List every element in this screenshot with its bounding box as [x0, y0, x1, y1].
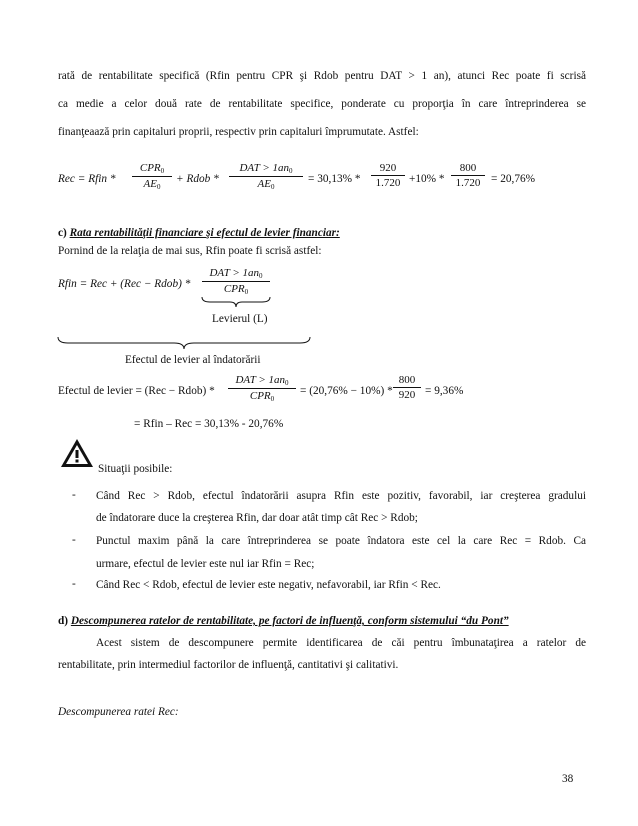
- section-d-para-line2: rentabilitate, prin intermediul factorilor de influenţă, cantitativi şi calitativi.: [58, 659, 399, 671]
- levier-brace: [200, 296, 272, 308]
- eq1-fraction-800: $\frac{800}{1.720}$: [451, 162, 485, 189]
- eq1-mid2: +10% *: [409, 173, 445, 185]
- bullet2-line1: Punctul maxim până la care întreprinderea se poate îndatora este cel la care Rec = Rdob. Ca: [96, 535, 586, 547]
- eq2-fraction: DAT > $1an_0$ $CPR_0$: [202, 267, 270, 296]
- eq3-line2: = Rfin – Rec = 30,13% - 20,76%: [134, 418, 284, 430]
- bullet-dash-3: -: [72, 578, 76, 590]
- eq1-mid: = 30,13% *: [308, 173, 361, 185]
- eq2-lhs: Rfin = Rec + (Rec − Rdob) *: [58, 278, 191, 290]
- section-d-para-line1: Acest sistem de descompunere permite identificarea de căi pentru îmbunataţirea a ratelor de: [96, 637, 586, 649]
- eq1-rhs: = 20,76%: [491, 173, 536, 185]
- bullet1-line2: de îndatorare duce la creşterea Rfin, dar doar atât timp cât Rec > Rdob;: [96, 512, 418, 524]
- levier-label: Levierul (L): [212, 313, 268, 325]
- bullet-dash-2: -: [72, 534, 76, 546]
- efect-label: Efectul de levier al îndatorării: [125, 354, 261, 366]
- bullet2-line2: urmare, efectul de levier este nul iar Rfin = Rec;: [96, 558, 315, 570]
- eq1-fraction-920: $\frac{920}{1.720}$: [371, 162, 405, 189]
- eq1-fraction-cpr-ae: $CPR_0$ $AE_0$: [132, 162, 172, 191]
- eq3-fraction-dat-cpr: DAT > $1an_0$ $CPR_0$: [228, 374, 296, 403]
- eq1-lhs: Rec = Rfin *: [58, 173, 116, 185]
- situatii-title: Situaţii posibile:: [98, 463, 173, 475]
- eq3-mid: = (20,76% − 10%) *: [300, 385, 393, 397]
- bullet1-line1: Când Rec > Rdob, efectul îndatorării asupra Rfin este pozitiv, favorabil, iar creşterea gradului: [96, 490, 586, 502]
- efect-brace: [56, 336, 312, 350]
- eq3-fraction-800-920: $\frac{800}{920}$: [393, 374, 421, 401]
- page-number: 38: [562, 773, 574, 785]
- eq3-rhs: = 9,36%: [425, 385, 464, 397]
- para1-line2: ca medie a celor două rate de rentabilitate specifice, ponderate cu proporţia în care întreprinderea se: [58, 98, 586, 110]
- bullet3-line1: Când Rec < Rdob, efectul de levier este negativ, nefavorabil, iar Rfin < Rec.: [96, 579, 441, 591]
- section-c-heading: c) Rata rentabilităţii financiare şi efectul de levier financiar:: [58, 227, 340, 239]
- para1-line1: rată de rentabilitate specifică (Rfin pentru CPR şi Rdob pentru DAT > 1 an), atunci Rec poate fi scrisă: [58, 70, 586, 82]
- eq1-plus-rdob: + Rdob *: [176, 173, 219, 185]
- bullet-dash-1: -: [72, 489, 76, 501]
- eq1-fraction-dat-ae: DAT > $1an_0$ $AE_0$: [229, 162, 303, 191]
- warning-triangle-icon: [60, 438, 94, 468]
- section-d-subheading: Descompunerea ratei Rec:: [58, 706, 179, 718]
- para1-line3: finanţeaază prin capitaluri proprii, respectiv prin capitaluri împrumutate. Astfel:: [58, 126, 419, 138]
- section-d-heading: d) Descompunerea ratelor de rentabilitate, pe factori de influenţă, conform sistemului “du Pont”: [58, 615, 509, 627]
- section-c-intro: Pornind de la relaţia de mai sus, Rfin poate fi scrisă astfel:: [58, 245, 322, 257]
- eq3-lhs: Efectul de levier = (Rec − Rdob) *: [58, 385, 215, 397]
